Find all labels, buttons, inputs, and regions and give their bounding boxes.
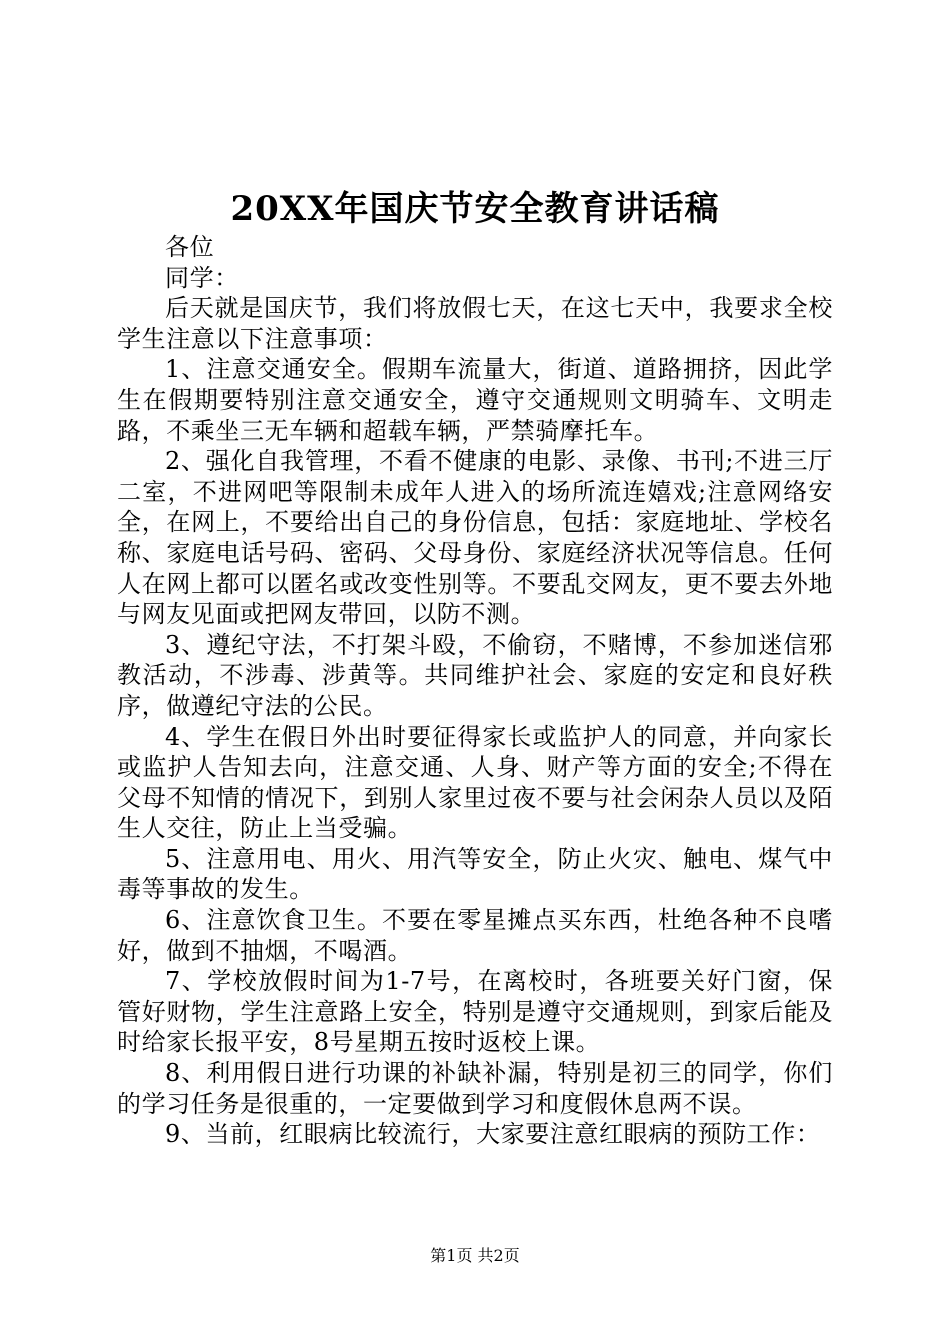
- paragraph-item-3: 3、遵纪守法，不打架斗殴，不偷窃，不赌博，不参加迷信邪教活动，不涉毒、涉黄等。共同维护社会、家庭的安定和良好秩序，做遵纪守法的公民。: [117, 630, 833, 720]
- paragraph-item-4: 4、学生在假日外出时要征得家长或监护人的同意，并向家长或监护人告知去向，注意交通、人身、财产等方面的安全;不得在父母不知情的情况下，到别人家里过夜不要与社会闲杂人员以及陌生人交往，防止上当受骗。: [117, 722, 833, 843]
- paragraph-item-7: 7、学校放假时间为1-7号，在离校时，各班要关好门窗，保管好财物，学生注意路上安全，特别是遵守交通规则，到家后能及时给家长报平安，8号星期五按时返校上课。: [117, 967, 833, 1057]
- page-footer: 第1页 共2页: [430, 1246, 520, 1265]
- paragraph-intro: 后天就是国庆节，我们将放假七天，在这七天中，我要求全校学生注意以下注意事项：: [117, 294, 833, 353]
- paragraph-item-8: 8、利用假日进行功课的补缺补漏，特别是初三的同学，你们的学习任务是很重的，一定要做到学习和度假休息两不误。: [117, 1059, 833, 1118]
- paragraph-item-6: 6、注意饮食卫生。不要在零星摊点买东西，杜绝各种不良嗜好，做到不抽烟，不喝酒。: [117, 906, 833, 965]
- paragraph-item-5: 5、注意用电、用火、用汽等安全，防止火灾、触电、煤气中毒等事故的发生。: [117, 844, 833, 904]
- paragraph-item-2: 2、强化自我管理，不看不健康的电影、录像、书刊;不进三厅二室，不进网吧等限制未成年人进入的场所流连嬉戏;注意网络安全，在网上，不要给出自己的身份信息，包括：家庭地址、学校名称、家庭电话号码、密码、父母身份、家庭经济状况等信息。任何人在网上都可以匿名或改变性别等。不要乱交网友，更不要去外地与网友见面或把网友带回，以防不测。: [117, 447, 833, 629]
- document-body: [117, 232, 833, 1150]
- paragraph-item-9: 9、当前，红眼病比较流行，大家要注意红眼病的预防工作：: [165, 1120, 821, 1149]
- paragraph-item-1: 1、注意交通安全。假期车流量大，街道、道路拥挤，因此学生在假期要特别注意交通安全，遵守交通规则文明骑车、文明走路，不乘坐三无车辆和超载车辆，严禁骑摩托车。: [117, 355, 833, 445]
- paragraph-greeting-1: 各位: [165, 233, 215, 261]
- paragraph-greeting-2: 同学：: [165, 263, 239, 292]
- document-title: 20XX年国庆节安全教育讲话稿: [230, 189, 720, 229]
